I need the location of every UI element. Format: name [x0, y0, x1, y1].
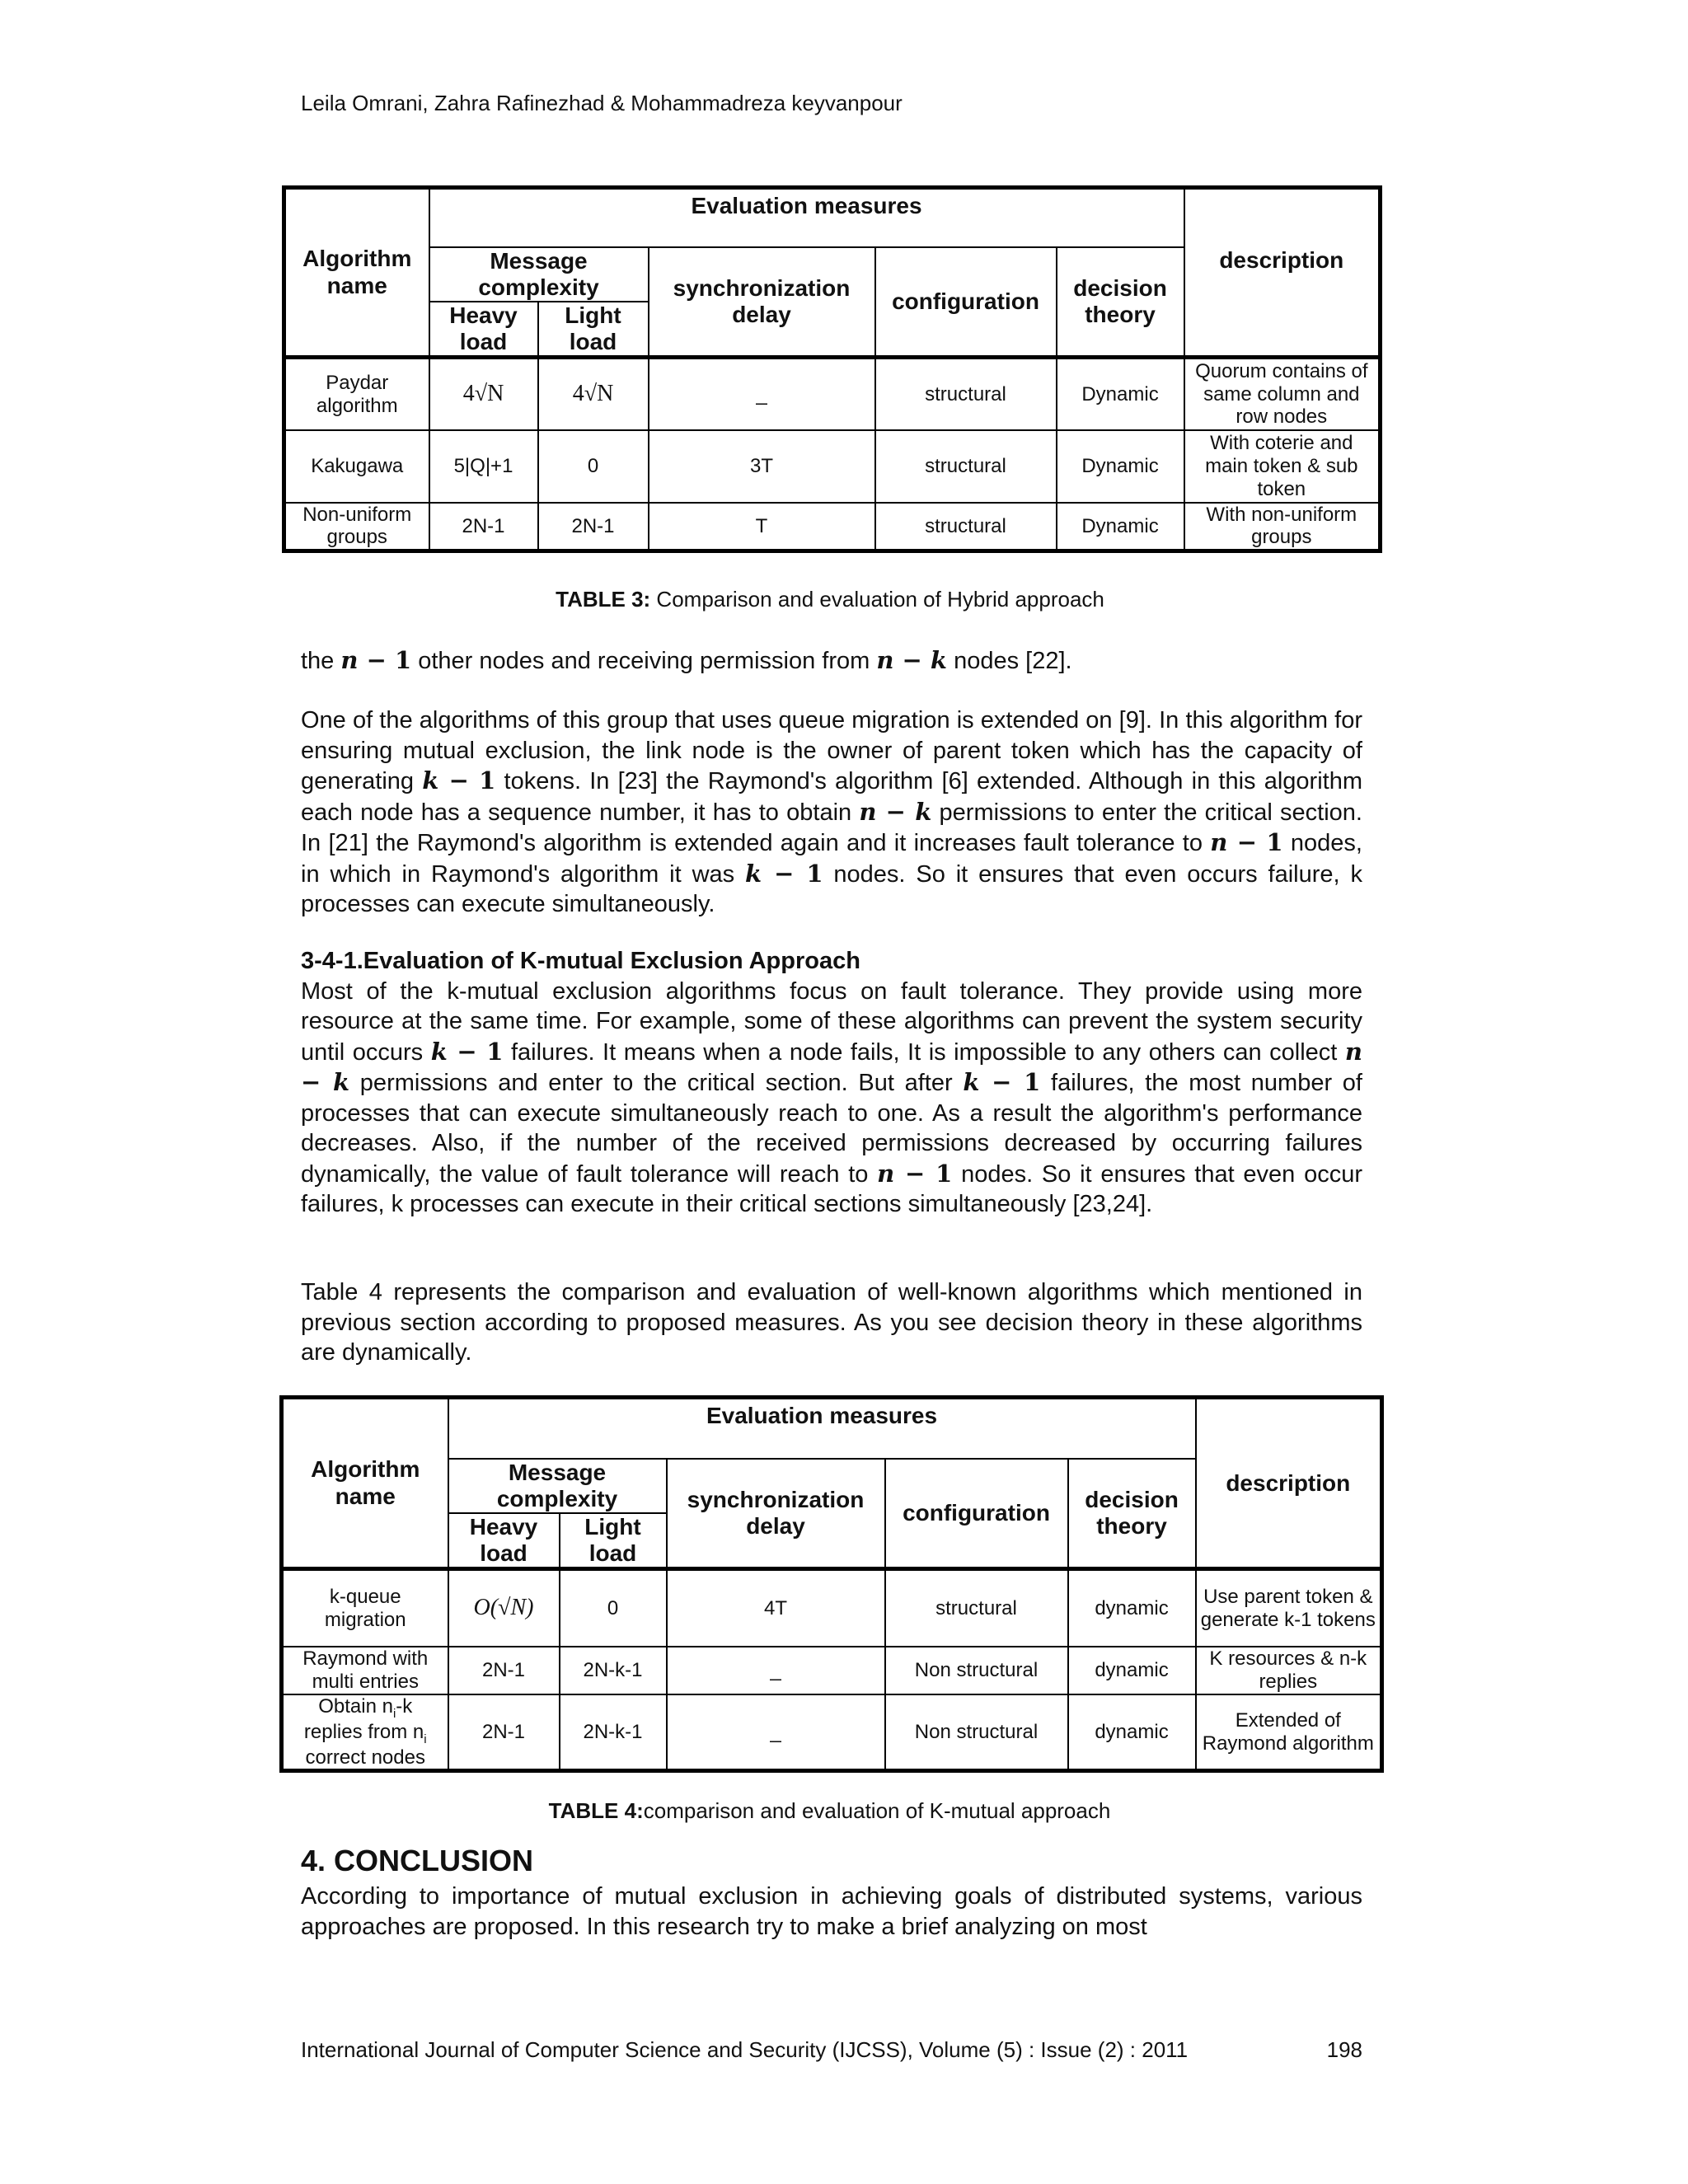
col-configuration: configuration [885, 1459, 1068, 1569]
conclusion-text [301, 1882, 1362, 1942]
col-message-complexity: Message complexity [448, 1459, 667, 1513]
col-heavy-load: Heavy load [429, 302, 538, 358]
col-description: description [1184, 188, 1381, 358]
paragraph: According to importance of mutual exclusion in achieving goals of distributed systems, various approaches are proposed. In this research try to make a brief analyzing on most [301, 1883, 1362, 1940]
col-decision-theory: decision theory [1068, 1459, 1196, 1569]
table-row: Obtain $n_i-k$ replies from $n_i$ correct nodes 2N-1 2N-k-1 _ Non structural dynamic Extended of Raymond algorithm [282, 1694, 1382, 1771]
section-title: 3-4-1.Evaluation of K-mutual Exclusion Approach [301, 948, 860, 974]
col-heavy-load: Heavy load [448, 1513, 560, 1569]
col-decision-theory: decision theory [1057, 247, 1184, 358]
paragraph: the n − 1 other nodes and receiving permission from n − k nodes [22]. [301, 646, 1072, 674]
table-row: Paydar algorithm 4√N 4√N _ structural Dynamic Quorum contains of same column and row nodes [284, 358, 1381, 430]
paragraph: One of the algorithms of this group that uses queue migration is extended on [9]. In this algorithm for ensuring mutual exclusion, the link node is the owner of parent token which has the capacity of generating k − 1 tokens. In [23] the Raymond's algorithm [6] extended. Although in this algorithm each node has a sequence number, it has to obtain n − k permissions to enter the critical section. In [21] the Raymond's algorithm is extended again and it increases fault tolerance to n − 1 nodes, in which in Raymond's algorithm it was k − 1 nodes. So it ensures that even occurs failure, k processes can execute simultaneously. [301, 707, 1362, 917]
body-text-1 [301, 645, 1362, 677]
running-header: Leila Omrani, Zahra Rafinezhad & Mohammadreza keyvanpour [301, 91, 903, 115]
paragraph: Most of the k-mutual exclusion algorithms focus on fault tolerance. They provide using more resource at the same time. For example, some of these algorithms can prevent the system security until occurs k − 1 failures. It means when a node fails, It is impossible to any others can collect n − k permissions and enter to the critical section. But after k − 1 failures, the most number of processes that can execute simultaneously reach to one. As a result the algorithm's performance decreases. Also, if the number of the received permissions decreased by occurring failures dynamically, the value of fault tolerance will reach to n − 1 nodes. So it ensures that even occur failures, k processes can execute in their critical sections simultaneously [23,24]. [301, 977, 1362, 1217]
col-message-complexity: Message complexity [429, 247, 649, 302]
body-text-3 [301, 946, 1362, 1220]
col-algorithm-name: Algorithm name [282, 1398, 448, 1569]
table-4 [279, 1395, 1384, 1773]
table-3 [282, 185, 1382, 553]
col-algorithm-name: Algorithm name [284, 188, 429, 358]
col-light-load: Light load [538, 302, 649, 358]
conclusion-heading: 4. CONCLUSION [301, 1844, 534, 1877]
table-4-caption: TABLE 4:comparison and evaluation of K-mutual approach [548, 1798, 1111, 1823]
table-row: Kakugawa 5|Q|+1 0 3T structural Dynamic With coterie and main token & sub token [284, 430, 1381, 503]
col-evaluation-measures: Evaluation measures [429, 188, 1184, 247]
journal-citation: International Journal of Computer Science and Security (IJCSS), Volume (5) : Issue (2) : 2011 [301, 2037, 1189, 2062]
col-evaluation-measures: Evaluation measures [448, 1398, 1196, 1459]
page-footer [301, 2037, 1362, 2063]
table-3-caption: TABLE 3: Comparison and evaluation of Hybrid approach [556, 587, 1104, 612]
col-synchronization-delay: synchronization delay [667, 1459, 885, 1569]
table-row: k-queue migration O(√N) 0 4T structural dynamic Use parent token & generate k-1 tokens [282, 1569, 1382, 1647]
body-text-2 [301, 705, 1362, 920]
body-text-4 [301, 1277, 1362, 1368]
col-light-load: Light load [560, 1513, 667, 1569]
table-row: Raymond with multi entries 2N-1 2N-k-1 _ Non structural dynamic K resources & n-k replies [282, 1647, 1382, 1694]
page-number: 198 [1326, 2037, 1362, 2062]
paragraph: Table 4 represents the comparison and evaluation of well-known algorithms which mentioned in previous section according to proposed measures. As you see decision theory in these algorithms are dynamically. [301, 1279, 1362, 1366]
table-row: Non-uniform groups 2N-1 2N-1 T structural Dynamic With non-uniform groups [284, 503, 1381, 551]
col-configuration: configuration [875, 247, 1057, 358]
col-synchronization-delay: synchronization delay [649, 247, 875, 358]
col-description: description [1196, 1398, 1382, 1569]
